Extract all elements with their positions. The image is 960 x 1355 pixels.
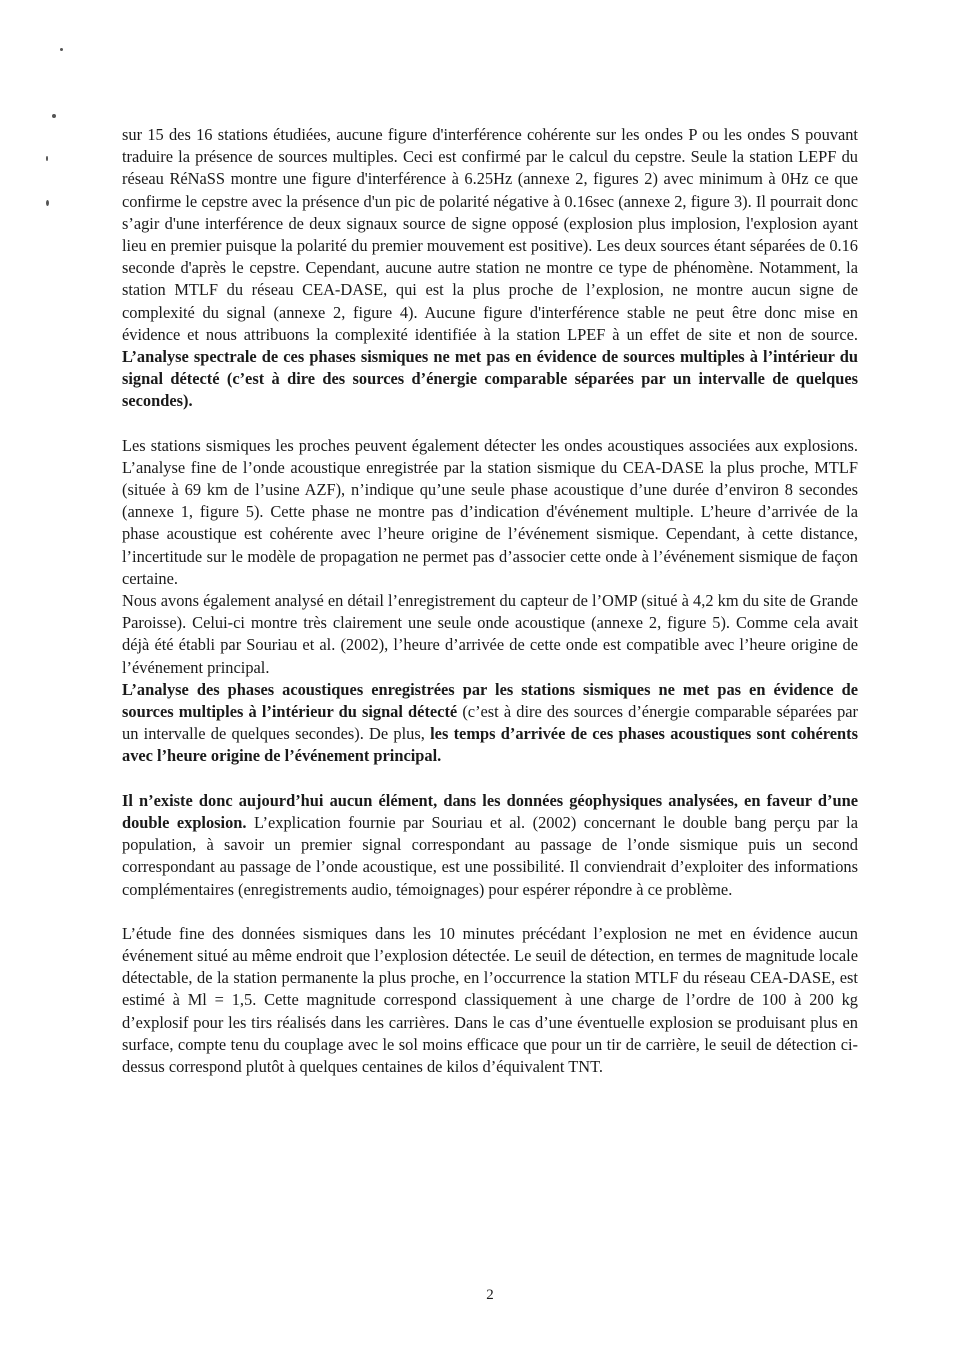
text-run: Les stations sismiques les proches peuvent également détecter les ondes acoustiques associées aux explosions. L’analyse fine de l’onde acoustique enregistrée par la station sismique du CEA-DASE la plus proche, MTLF (située à 69 km de l’usine AZF), n’indique qu’une seule phase acoustique d’une durée d’environ 8 secondes (annexe 1, figure 5). Cette phase ne montre pas d’indication d'événement multiple. L’heure d’arrivée de la phase acoustique est cohérente avec l’heure origine de l’événement sismique. Cependant, à cette distance, l’incertitude sur le modèle de propagation ne permet pas d’associer cette onde à l’événement sismique de façon certaine.	[122, 435, 858, 588]
text-run-bold: Il n’existe donc aujourd’hui aucun élément, dans les données géophysiques analysées, en faveur d’une double explosion.	[122, 790, 858, 832]
text-run: Nous avons également analysé en détail l’enregistrement du capteur de l’OMP (situé à 4,2 km du site de Grande Paroisse). Celui-ci montre très clairement une seule onde acoustique (annexe 2, figure 5). Comme cela avait déjà été établi par Souriau et al. (2002), l’heure d’arrivée de cette onde est compatible avec l’heure origine de l’événement principal.	[122, 591, 858, 677]
text-run: L’étude fine des données sismiques dans les 10 minutes précédant l’explosion ne met en évidence aucun événement situé au même endroit que l’explosion détectée. Le seuil de détection, en termes de magnitude locale détectable, de la station permanente la plus proche, en l’occurrence la station MTLF du réseau CEA-DASE, est estimé à Ml = 1,5. Cette magnitude correspond classiquement à une charge de l’ordre de 100 à 200 kg d’explosif pour les tirs réalisés dans les carrières. Dans le cas d’une éventuelle explosion se produisant plus en surface, compte tenu du couplage avec le sol moins efficace que pour un tir de carrière, le seuil de détection ci-dessus correspond plutôt à quelques centaines de kilos d’équivalent TNT.	[122, 923, 858, 1076]
text-run: (c’est à dire des sources d’énergie comparable séparées par un intervalle de quelques secondes). De plus,	[122, 702, 858, 744]
document-body	[122, 124, 858, 1078]
paragraph-spectral-analysis	[122, 124, 858, 413]
text-run: L’explication fournie par Souriau et al. (2002) concernant le double bang perçu par la population, à savoir un premier signal correspondant au passage de l’onde sismique puis un second correspondant au passage de l’onde acoustique, est une possibilité. Il conviendrait d’exploiter des informations complémentaires (enregistrements audio, témoignages) pour espérer répondre à ce problème.	[122, 812, 858, 899]
paragraph-omp-sensor	[122, 590, 858, 679]
scan-speck	[60, 48, 63, 51]
paragraph-double-explosion	[122, 790, 858, 901]
scan-speck	[46, 200, 49, 206]
text-run-bold: les temps d’arrivée de ces phases acoustiques sont cohérents avec l’heure origine de l’événement principal.	[122, 724, 858, 766]
paragraph-acoustic-conclusion	[122, 679, 858, 768]
paragraph-acoustic-stations	[122, 435, 858, 590]
text-run: sur 15 des 16 stations étudiées, aucune figure d'interférence cohérente sur les ondes P ou les ondes S pouvant traduire la présence de sources multiples. Ceci est confirmé par le calcul du cepstre. Seule la station LEPF du réseau RéNaSS montre une figure d'interférence à 6.25Hz (annexe 2, figures 2) avec minimum à 0Hz ce que confirme le cepstre avec la présence d'un pic de polarité négative à 0.16sec (annexe 2, figure 3). Il pourrait donc s’agir d'une interférence de deux signaux source de signe opposé (explosion plus implosion, l'explosion ayant lieu en premier puisque la polarité du premier mouvement est positive). Les deux sources étant séparées de 0.16 seconde d'après le cepstre. Cependant, aucune autre station ne montre ce type de phénomène. Notamment, la station MTLF du réseau CEA-DASE, qui est la plus proche de l’explosion, ne montre aucun signe de complexité du signal (annexe 2, figure 4). Aucune figure d'interférence stable ne peut être donc mise en évidence et nous attribuons la complexité identifiée à la station LPEF à un effet de site et non de source.	[122, 125, 858, 344]
text-run-bold: L’analyse des phases acoustiques enregistrées par les stations sismiques ne met pas en évidence de sources multiples à l’intérieur du signal détecté	[122, 679, 858, 722]
page-number: 2	[486, 1287, 494, 1303]
scan-speck	[52, 114, 56, 118]
paragraph-detection-threshold	[122, 923, 858, 1078]
scan-speck	[46, 156, 48, 161]
text-run-bold: L’analyse spectrale de ces phases sismiques ne met pas en évidence de sources multiples à l’intérieur du signal détecté (c’est à dire des sources d’énergie comparable séparées par un intervalle de quelques secondes).	[122, 347, 858, 411]
